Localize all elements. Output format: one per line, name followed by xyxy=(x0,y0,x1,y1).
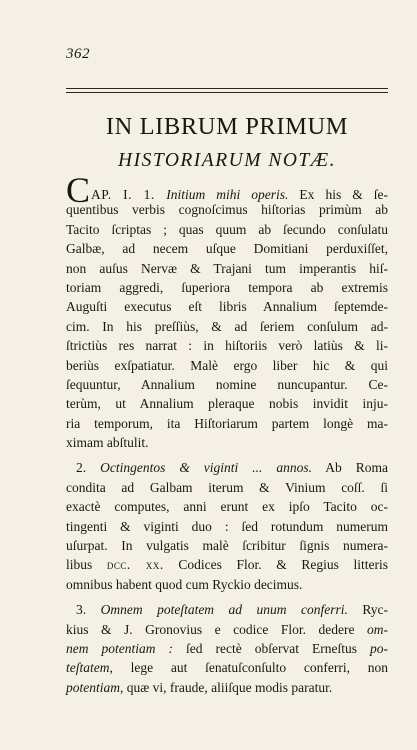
text-line xyxy=(66,658,388,677)
page-number: 362 xyxy=(66,46,90,62)
text-run: ſed rectè obſervat Erneſtus xyxy=(173,640,371,656)
text-run: AP. I. 1. xyxy=(91,187,167,202)
text-run: uſurpat. In vulgatis malè ſcribitur ſignis numera- xyxy=(66,538,388,554)
text-line xyxy=(66,620,388,639)
text-run: potentiam xyxy=(66,679,120,695)
text-line xyxy=(66,297,388,316)
text-line xyxy=(66,220,388,239)
text-run: Ab Roma xyxy=(312,460,388,476)
text-run: Omnem poteſtatem ad unum conferri. xyxy=(100,602,348,618)
text-line xyxy=(66,678,388,697)
text-line xyxy=(66,639,388,658)
text-run: om- xyxy=(367,621,388,637)
text-line xyxy=(66,555,388,574)
text-line xyxy=(66,336,388,355)
text-run: condita ad Galbam iterum & Vinium coſſ. ſi xyxy=(66,479,388,495)
text-run: 3. xyxy=(76,602,101,618)
text-run: ximam abſtulit. xyxy=(66,435,149,451)
text-line xyxy=(66,517,388,536)
text-run: libus xyxy=(66,557,107,573)
text-run: Codices Flor. & Regius litteris xyxy=(163,557,388,573)
text-run: Ex his & ſe- xyxy=(288,187,388,202)
text-line xyxy=(66,575,388,594)
text-run: Initium mihi operis. xyxy=(166,187,289,202)
text-line xyxy=(66,600,388,619)
text-line xyxy=(66,317,388,336)
text-run: kius & J. Gronovius e codice Flor. dedere xyxy=(66,621,367,637)
text-line xyxy=(66,478,388,497)
text-run: ſequuntur, Annalium nomine nuncupantur. Ce- xyxy=(66,376,388,392)
text-run: beriùs exſpatiatur. Malè ergo liber hic & qui xyxy=(66,357,388,373)
text-line xyxy=(66,200,388,219)
text-run: quentibus verbis cognoſcimus hiſtorias primùm ab xyxy=(66,202,388,218)
text-run: 2. xyxy=(76,460,101,476)
text-run: dcc. xx. xyxy=(106,557,164,573)
text-run: ſtrictiùs res narrat : in hiſtoriis verò latiùs & li- xyxy=(66,338,388,354)
text-run: cim. In his preſſiùs, & ad ſeriem conſulum ad- xyxy=(66,318,388,334)
text-run: Galbæ, ad necem uſque Domitiani perduxiſſet, xyxy=(66,241,388,257)
text-line xyxy=(66,259,388,278)
text-line xyxy=(66,497,388,516)
text-run: non auſus Nervæ & Trajani tum imperantis hiſ- xyxy=(66,260,388,276)
text-run: Ryc- xyxy=(347,602,389,618)
header-rule xyxy=(66,88,388,89)
text-run: Octingentos & viginti ... annos. xyxy=(100,460,313,476)
text-line xyxy=(66,239,388,258)
text-line xyxy=(66,536,388,555)
page-subtitle: HISTORIARUM NOTÆ. xyxy=(118,150,336,171)
text-run: , quæ vi, fraude, aliiſque modis paratur. xyxy=(120,679,333,695)
text-run: nem potentiam : xyxy=(66,640,174,656)
notes-text xyxy=(66,170,389,697)
text-run: omnibus habent quod cum Ryckio decimus. xyxy=(66,576,303,592)
text-run: exactè computes, anni erunt ex ipſo Tacito oc- xyxy=(66,499,388,515)
text-run: terùm, ut Annalium pleraque nobis invidit inju- xyxy=(66,396,388,412)
header-rule-thin xyxy=(66,92,388,93)
drop-cap: C xyxy=(66,170,91,210)
text-line xyxy=(66,433,388,452)
text-run: Tacito ſcriptas ; quas quum ab ſecundo conſulatu xyxy=(66,221,388,237)
text-run: Auguſti executus eſt libris Annalium ſeptemde- xyxy=(66,299,388,315)
text-run: ria temporum, ita Hiſtoriarum partem longè ma- xyxy=(66,415,388,431)
page-title: IN LIBRUM PRIMUM xyxy=(105,113,349,140)
text-run: toriam aggredi, ſuperiora tempora ab extremis xyxy=(66,279,388,295)
text-line xyxy=(66,278,388,297)
text-line xyxy=(66,394,388,413)
text-run: , lege aut ſenatuſconſulto conferri, non xyxy=(109,660,388,676)
text-line xyxy=(66,414,388,433)
text-line xyxy=(66,375,388,394)
text-run: teſtatem xyxy=(66,660,110,676)
text-run: po- xyxy=(370,640,389,656)
text-line xyxy=(66,458,388,477)
text-line xyxy=(66,356,388,375)
text-run: tingenti & viginti duo : ſed rotundum numerum xyxy=(66,518,388,534)
